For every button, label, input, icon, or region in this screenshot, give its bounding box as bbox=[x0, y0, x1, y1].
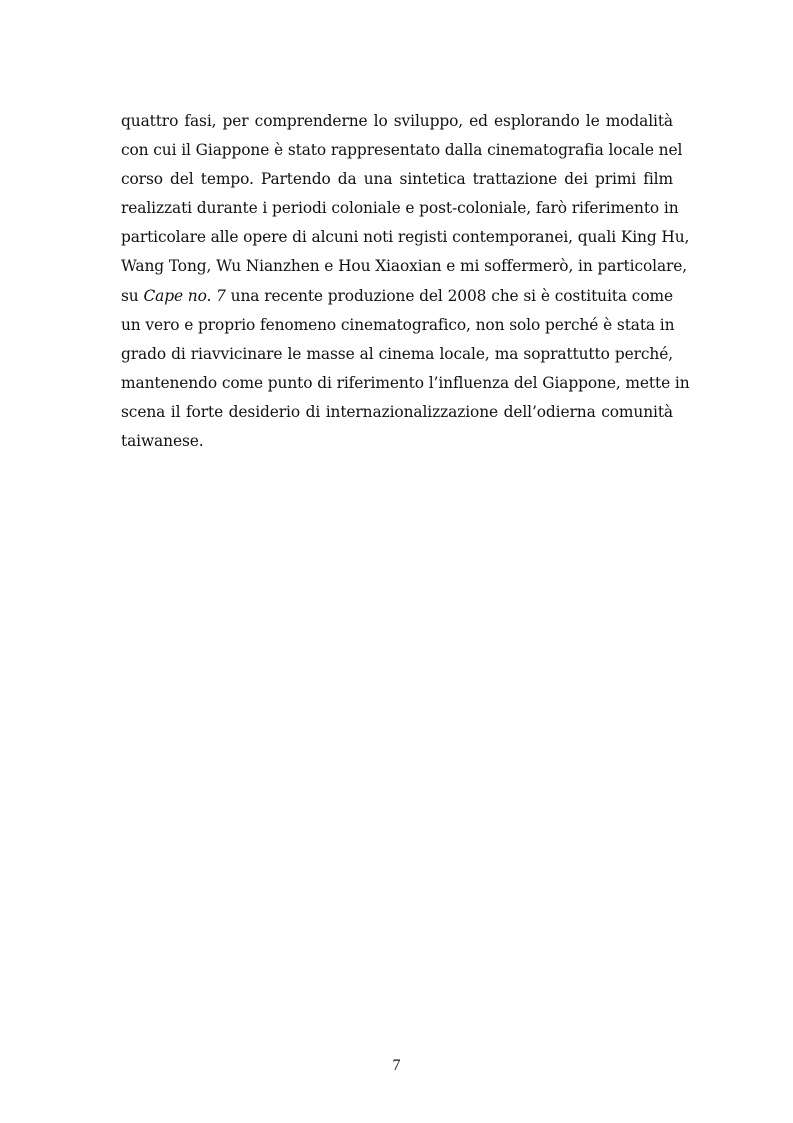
paragraph-line: particolare alle opere di alcuni noti registi contemporanei, quali King Hu, bbox=[121, 228, 690, 247]
paragraph-line-with-title bbox=[121, 282, 673, 311]
paragraph-last-line: taiwanese. bbox=[121, 432, 204, 451]
page-number: 7 bbox=[392, 1057, 401, 1074]
body-paragraph bbox=[121, 107, 690, 456]
paragraph-line: mantenendo come punto di riferimento l’influenza del Giappone, mette in bbox=[121, 373, 690, 392]
paragraph-line: quattro fasi, per comprenderne lo sviluppo, ed esplorando le modalità bbox=[121, 112, 673, 130]
paragraph-line: realizzati durante i periodi coloniale e post-coloniale, farò riferimento in bbox=[121, 199, 679, 218]
paragraph-line: grado di riavvicinare le masse al cinema locale, ma soprattutto perché, bbox=[121, 344, 673, 363]
paragraph-line: scena il forte desiderio di internazionalizzazione dell’odierna comunità bbox=[121, 402, 673, 421]
line-prefix: su bbox=[121, 286, 144, 305]
paragraph-line: con cui il Giappone è stato rappresentato dalla cinematografia locale nel bbox=[121, 141, 683, 160]
line-suffix: una recente produzione del 2008 che si è costituita come bbox=[225, 286, 673, 305]
paragraph-line: Wang Tong, Wu Nianzhen e Hou Xiaoxian e mi soffermerò, in particolare, bbox=[121, 257, 688, 276]
film-title: Cape no. 7 bbox=[143, 286, 226, 305]
paragraph-line: un vero e proprio fenomeno cinematografico, non solo perché è stata in bbox=[121, 315, 675, 334]
paragraph-line: corso del tempo. Partendo da una sintetica trattazione dei primi film bbox=[121, 170, 673, 189]
